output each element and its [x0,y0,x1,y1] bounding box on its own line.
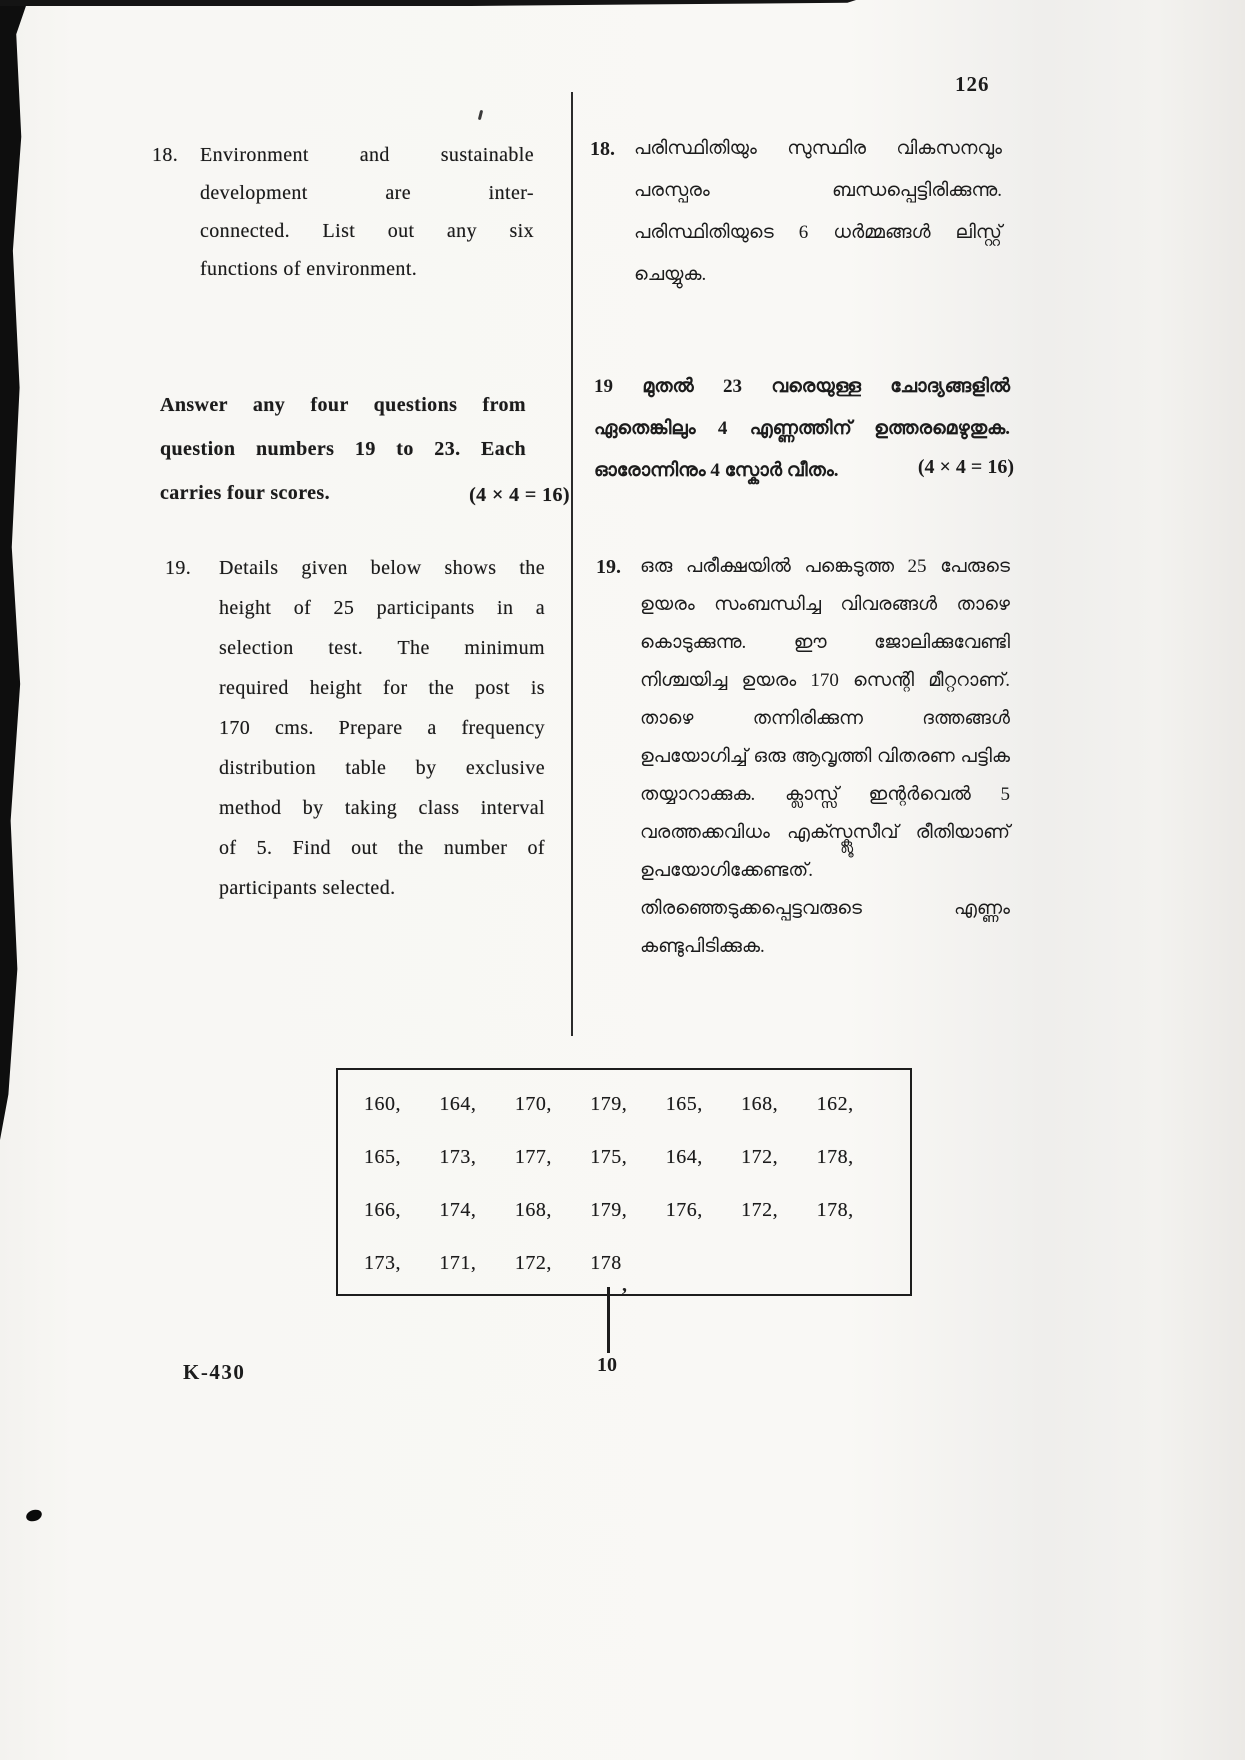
question-19-number-english: 19. [165,557,192,579]
table-cell: 165, [665,1093,703,1115]
table-cell: 164, [439,1093,477,1115]
table-cell: 175, [590,1146,628,1168]
table-cell: 171, [439,1252,477,1274]
question-19-text-english [219,548,545,908]
instruction-line: question numbers 19 to 23. Each [160,438,526,460]
question-line: distribution table by exclusive [219,757,545,779]
scan-mark: ’ [621,1284,628,1306]
marks-scheme: (4 × 4 = 16) [469,484,570,506]
question-line: height of 25 participants in a [219,597,545,619]
question-line: of 5. Find out the number of [219,837,545,859]
table-cell: 162, [816,1093,854,1115]
table-cell: 176, [665,1199,703,1221]
column-divider [571,92,573,1036]
question-18-malayalam [590,128,1002,296]
question-line: Environment and sustainable [200,144,534,166]
question-18-number-english: 18. [152,144,179,166]
question-19-malayalam [596,548,1010,966]
footer-page-number: 10 [597,1354,617,1376]
question-18-text-malayalam: പരിസ്ഥിതിയും സുസ്ഥിര വികസനവും പരസ്പരം ബന്ധപ്പെട്ടിരിക്കുന്നു. പരിസ്ഥിതിയുടെ 6 ധർമ്മങ്ങൾ ലിസ്റ്റ് ചെയ്യുക. [634,138,1002,285]
table-cell: 173, [364,1252,401,1274]
height-data-table [336,1068,912,1296]
table-cell: 168, [741,1093,779,1115]
footer-divider [607,1287,610,1353]
section-instruction-english [160,383,570,515]
question-18-text-english [200,136,534,288]
scan-speck [478,110,483,120]
table-cell: 178, [816,1199,854,1221]
table-cell: 172, [514,1252,552,1274]
table-cell: 178, [816,1146,854,1168]
question-line: selection test. The minimum [219,637,545,659]
instruction-line: Answer any four questions from [160,394,526,416]
table-cell: 166, [364,1199,401,1221]
table-cell: 178 [590,1252,622,1274]
table-cell: 174, [439,1199,477,1221]
table-cell: 164, [665,1146,703,1168]
page-number: 126 [955,72,990,96]
paper-code: K-430 [183,1360,246,1384]
table-cell: 165, [364,1146,401,1168]
question-line: participants selected. [219,877,396,899]
question-18-number-malayalam: 18. [590,138,615,160]
question-19-number-malayalam: 19. [596,556,621,578]
table-cell: 172, [741,1199,779,1221]
question-19-text-malayalam: ഒരു പരീക്ഷയിൽ പങ്കെടുത്ത 25 പേരുടെ ഉയരം സംബന്ധിച്ച വിവരങ്ങൾ താഴെ കൊടുക്കുന്നു. ഈ ജോലിക്കുവേണ്ടി നിശ്ചയിച്ച ഉയരം 170 സെന്റി മീറ്ററാണ്. താഴെ തന്നിരിക്കുന്ന ദത്തങ്ങൾ ഉപയോഗിച്ച് ഒരു ആവൃത്തി വിതരണ പട്ടിക തയ്യാറാക്കുക. ക്ലാസ്സ് ഇന്റർവെൽ 5 വരത്തക്കവിധം എക്സ്ക്ലൂസീവ് രീതിയാണ് ഉപയോഗിക്കേണ്ടത്. തിരഞ്ഞെടുക്കപ്പെട്ടവരുടെ എണ്ണം കണ്ടുപിടിക്കുക. [640,556,1010,957]
question-line: Details given below shows the [219,557,545,579]
table-cell: 170, [514,1093,552,1115]
table-cell: 168, [514,1199,552,1221]
question-line: development are inter- [200,182,534,204]
section-instruction-malayalam [594,366,1014,492]
question-line: method by taking class interval [219,797,545,819]
question-line: connected. List out any six [200,220,534,242]
instruction-text-malayalam: 19 മുതൽ 23 വരെയുള്ള ചോദ്യങ്ങളിൽ ഏതെങ്കിലും 4 എണ്ണത്തിന് ഉത്തരമെഴുതുക. ഓരോന്നിനും 4 സ്കോർ വീതം. [594,376,1010,481]
scan-edge-artifact-left [0,0,28,1140]
question-19-english [165,548,545,908]
question-line: 170 cms. Prepare a frequency [219,717,545,739]
table-cell: 179, [590,1199,628,1221]
table-cell: 173, [439,1146,477,1168]
scan-edge-artifact-top [0,0,856,6]
table-cell: 179, [590,1093,628,1115]
question-line: functions of environment. [200,258,418,280]
instruction-line: carries four scores. [160,482,330,504]
table-cell: 177, [514,1146,552,1168]
marks-scheme: (4 × 4 = 16) [917,456,1014,478]
table-cell: 160, [364,1093,401,1115]
scan-ink-blob [25,1508,44,1523]
table-cell: 172, [741,1146,779,1168]
question-line: required height for the post is [219,677,545,699]
question-18-english [152,136,534,288]
